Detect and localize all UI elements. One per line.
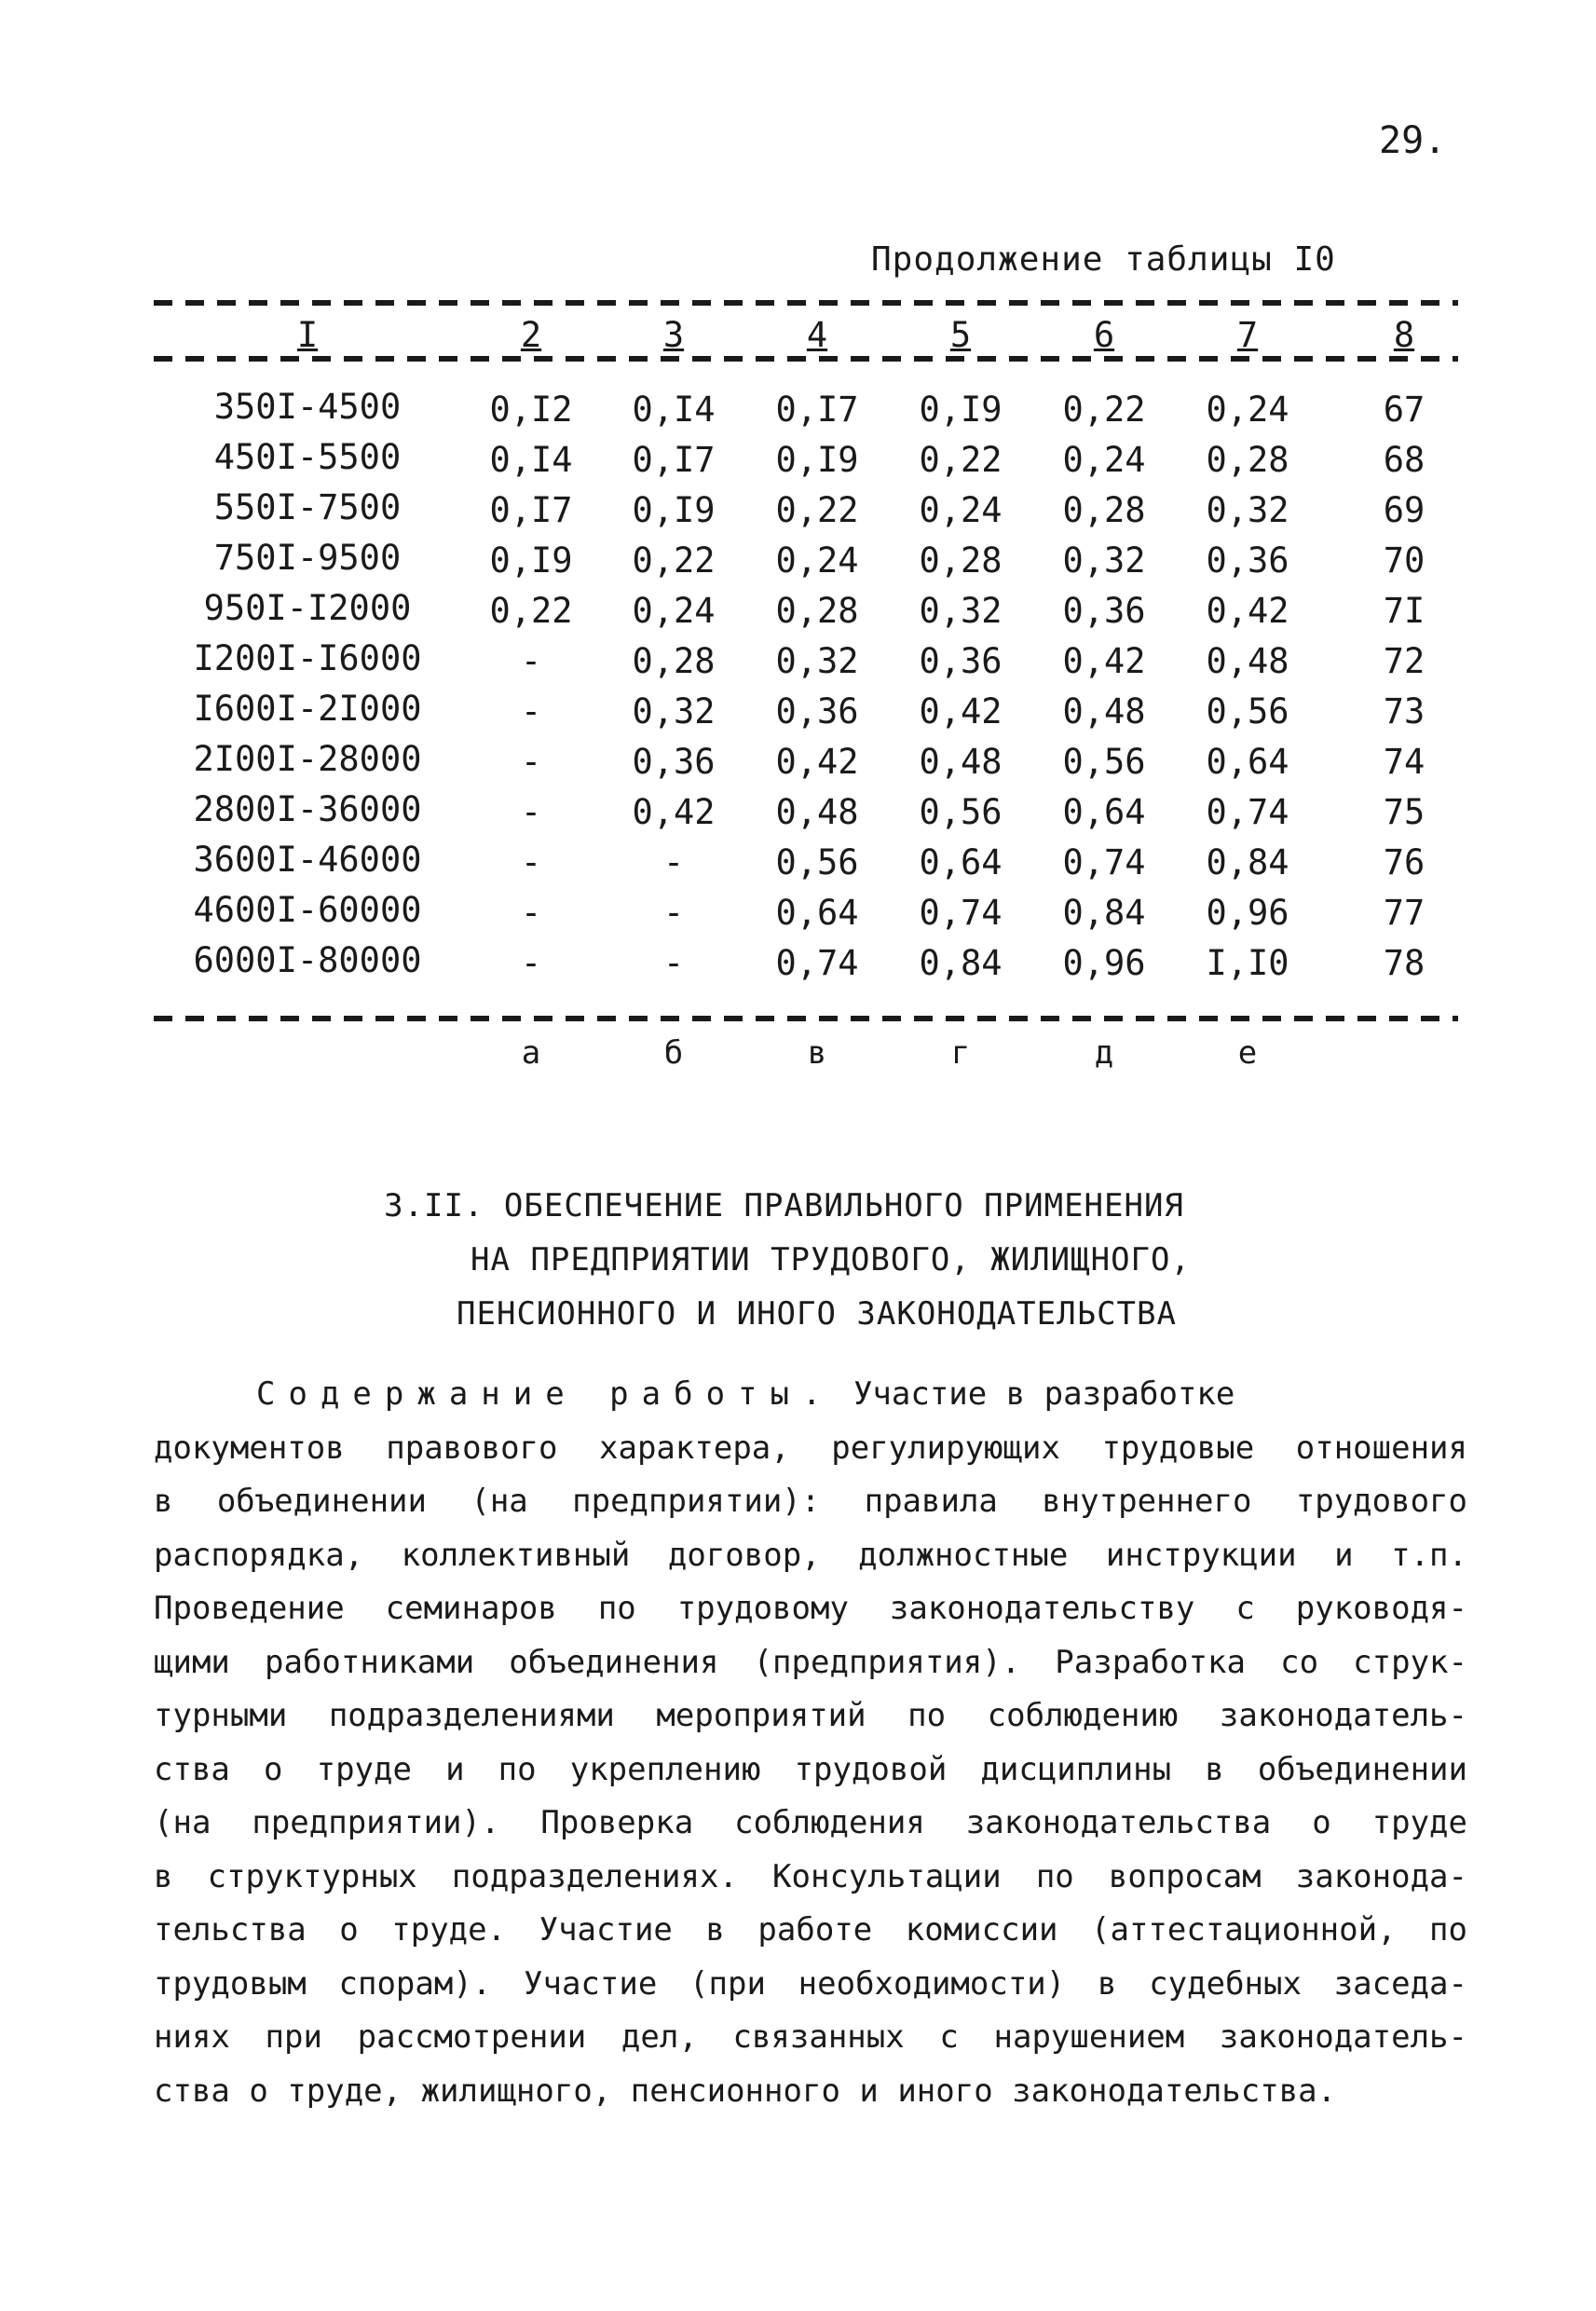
value-cell: 0,I9	[919, 390, 1003, 430]
value-cell: 69	[1383, 490, 1425, 530]
footer-letter: б	[663, 1034, 684, 1072]
value-cell: -	[662, 943, 685, 983]
footer-letter: в	[807, 1034, 827, 1072]
heading-line: 3.II. ОБЕСПЕЧЕНИЕ ПРАВИЛЬНОГО ПРИМЕНЕНИЯ	[384, 1187, 1184, 1224]
value-cell: -	[662, 893, 685, 933]
range-cell: 350I-4500	[213, 387, 402, 427]
value-cell: 7I	[1383, 591, 1425, 631]
value-cell: 0,28	[775, 591, 859, 631]
value-cell: 0,42	[919, 691, 1003, 732]
value-cell: 0,84	[919, 943, 1003, 983]
heading-line: ПЕНСИОННОГО И ИНОГО ЗАКОНОДАТЕЛЬСТВА	[457, 1295, 1177, 1333]
table-bottom-rule	[154, 1016, 1458, 1021]
value-cell: -	[520, 893, 542, 933]
range-cell: I600I-2I000	[193, 689, 422, 729]
header-cell: 4	[806, 315, 828, 355]
value-cell: -	[520, 641, 542, 681]
body-line: ниях при рассмотрении дел, связанных с нарушением законодатель-	[154, 2018, 1467, 2056]
header-cell: 8	[1393, 315, 1415, 355]
range-cell: 550I-7500	[213, 487, 402, 527]
value-cell: 70	[1383, 540, 1425, 581]
value-cell: 68	[1383, 440, 1425, 480]
range-cell: 2I00I-28000	[193, 739, 422, 779]
value-cell: 76	[1383, 842, 1425, 882]
value-cell: 75	[1383, 792, 1425, 832]
value-cell: 0,24	[1062, 440, 1146, 480]
range-cell: 450I-5500	[213, 437, 402, 477]
value-cell: 0,I2	[489, 390, 573, 430]
value-cell: 0,42	[1062, 641, 1146, 681]
heading-line: НА ПРЕДПРИЯТИИ ТРУДОВОГО, ЖИЛИЩНОГО,	[471, 1241, 1191, 1279]
footer-letter: д	[1094, 1034, 1114, 1072]
value-cell: 0,48	[775, 792, 859, 832]
body-line-text: Участие в разработке	[834, 1375, 1235, 1413]
range-cell: I200I-I6000	[193, 638, 422, 678]
value-cell: -	[520, 792, 542, 832]
range-cell: 750I-9500	[213, 538, 402, 578]
section-heading	[0, 1179, 1596, 1341]
value-cell: 74	[1383, 742, 1425, 782]
body-line: щими работниками объединения (предприятия). Разработка со струк-	[154, 1643, 1467, 1681]
range-cell: 2800I-36000	[193, 789, 422, 829]
table-caption: Продолжение таблицы I0	[871, 240, 1336, 279]
value-cell: 0,28	[919, 540, 1003, 581]
value-cell: 0,64	[1062, 792, 1146, 832]
footer-letter: е	[1237, 1034, 1258, 1072]
value-cell: 0,I9	[632, 490, 716, 530]
value-cell: 0,74	[1062, 842, 1146, 882]
body-line: ства о труде, жилищного, пенсионного и иного законодательства.	[154, 2072, 1337, 2110]
lead-phrase: Содержание работы.	[256, 1375, 835, 1413]
body-line: документов правового характера, регулирующих трудовые отношения	[154, 1429, 1467, 1467]
value-cell: 0,24	[1206, 390, 1289, 430]
value-cell: 0,28	[632, 641, 716, 681]
body-line: турными подразделениями мероприятий по соблюдению законодатель-	[154, 1697, 1467, 1734]
header-cell: I	[296, 315, 319, 355]
value-cell: 0,64	[1206, 742, 1289, 782]
value-cell: I,I0	[1206, 943, 1289, 983]
value-cell: 0,32	[919, 591, 1003, 631]
value-cell: 0,36	[775, 691, 859, 732]
body-line: ства о труде и по укреплению трудовой дисциплины в объединении	[154, 1750, 1467, 1788]
header-cell: 3	[662, 315, 685, 355]
header-cell: 6	[1093, 315, 1115, 355]
value-cell: 0,22	[775, 490, 859, 530]
value-cell: 0,74	[1206, 792, 1289, 832]
body-line: (на предприятии). Проверка соблюдения законодательства о труде	[154, 1804, 1467, 1841]
header-cell: 2	[520, 315, 542, 355]
value-cell: 0,36	[1062, 591, 1146, 631]
value-cell: 0,56	[919, 792, 1003, 832]
value-cell: 0,42	[1206, 591, 1289, 631]
value-cell: 0,48	[1206, 641, 1289, 681]
body-line: распорядка, коллективный договор, должностные инструкции и т.п.	[154, 1536, 1467, 1574]
header-cell: 7	[1236, 315, 1259, 355]
value-cell: 0,42	[775, 742, 859, 782]
value-cell: 0,I7	[489, 490, 573, 530]
value-cell: 77	[1383, 893, 1425, 933]
value-cell: 0,64	[919, 842, 1003, 882]
value-cell: 0,36	[919, 641, 1003, 681]
value-cell: 0,96	[1062, 943, 1146, 983]
value-cell: 67	[1383, 390, 1425, 430]
body-line: тельства о труде. Участие в работе комиссии (аттестационной, по	[154, 1911, 1467, 1949]
value-cell: 0,28	[1206, 440, 1289, 480]
value-cell: 72	[1383, 641, 1425, 681]
section-body	[154, 1368, 1467, 2118]
value-cell: 0,I9	[489, 540, 573, 581]
body-line: в структурных подразделениях. Консультации по вопросам законода-	[154, 1857, 1467, 1895]
value-cell: 0,84	[1062, 893, 1146, 933]
value-cell: 0,24	[775, 540, 859, 581]
footer-letter: а	[521, 1034, 541, 1072]
value-cell: 0,24	[632, 591, 716, 631]
value-cell: 0,32	[632, 691, 716, 732]
value-cell: 0,22	[489, 591, 573, 631]
value-cell: 0,84	[1206, 842, 1289, 882]
range-cell: 950I-I2000	[203, 588, 412, 628]
value-cell: 0,I9	[775, 440, 859, 480]
value-cell: 78	[1383, 943, 1425, 983]
body-line: трудовым спорам). Участие (при необходимости) в судебных заседа-	[154, 1964, 1467, 2003]
value-cell: 0,22	[1062, 390, 1146, 430]
range-cell: 6000I-80000	[193, 940, 422, 980]
value-cell: 0,96	[1206, 893, 1289, 933]
value-cell: 0,56	[1062, 742, 1146, 782]
value-cell: 0,64	[775, 893, 859, 933]
value-cell: 0,56	[775, 842, 859, 882]
body-line	[154, 1368, 1467, 1422]
value-cell: 0,22	[632, 540, 716, 581]
range-cell: 4600I-60000	[193, 890, 422, 930]
value-cell: -	[520, 742, 542, 782]
value-cell: 0,74	[919, 893, 1003, 933]
value-cell: 0,I7	[632, 440, 716, 480]
value-cell: 0,I4	[632, 390, 716, 430]
body-line: в объединении (на предприятии): правила внутреннего трудового	[154, 1483, 1467, 1520]
value-cell: 0,36	[632, 742, 716, 782]
value-cell: 0,I4	[489, 440, 573, 480]
value-cell: -	[520, 691, 542, 732]
value-cell: 0,74	[775, 943, 859, 983]
value-cell: 0,42	[632, 792, 716, 832]
value-cell: 0,32	[1206, 490, 1289, 530]
value-cell: 0,32	[775, 641, 859, 681]
value-cell: 0,22	[919, 440, 1003, 480]
value-cell: 0,48	[1062, 691, 1146, 732]
table-top-rule	[154, 300, 1458, 306]
value-cell: 0,24	[919, 490, 1003, 530]
value-cell: 0,I7	[775, 390, 859, 430]
page-number: 29.	[1379, 119, 1447, 162]
value-cell: -	[662, 842, 685, 882]
header-cell: 5	[949, 315, 972, 355]
value-cell: 0,48	[919, 742, 1003, 782]
range-cell: 3600I-46000	[193, 840, 422, 880]
table-header-rule	[154, 356, 1458, 362]
value-cell: -	[520, 943, 542, 983]
footer-letter: г	[950, 1034, 971, 1072]
body-line: Проведение семинаров по трудовому законодательству с руководя-	[154, 1590, 1467, 1627]
value-cell: 0,56	[1206, 691, 1289, 732]
value-cell: 0,36	[1206, 540, 1289, 581]
value-cell: 73	[1383, 691, 1425, 732]
value-cell: -	[520, 842, 542, 882]
value-cell: 0,32	[1062, 540, 1146, 581]
value-cell: 0,28	[1062, 490, 1146, 530]
